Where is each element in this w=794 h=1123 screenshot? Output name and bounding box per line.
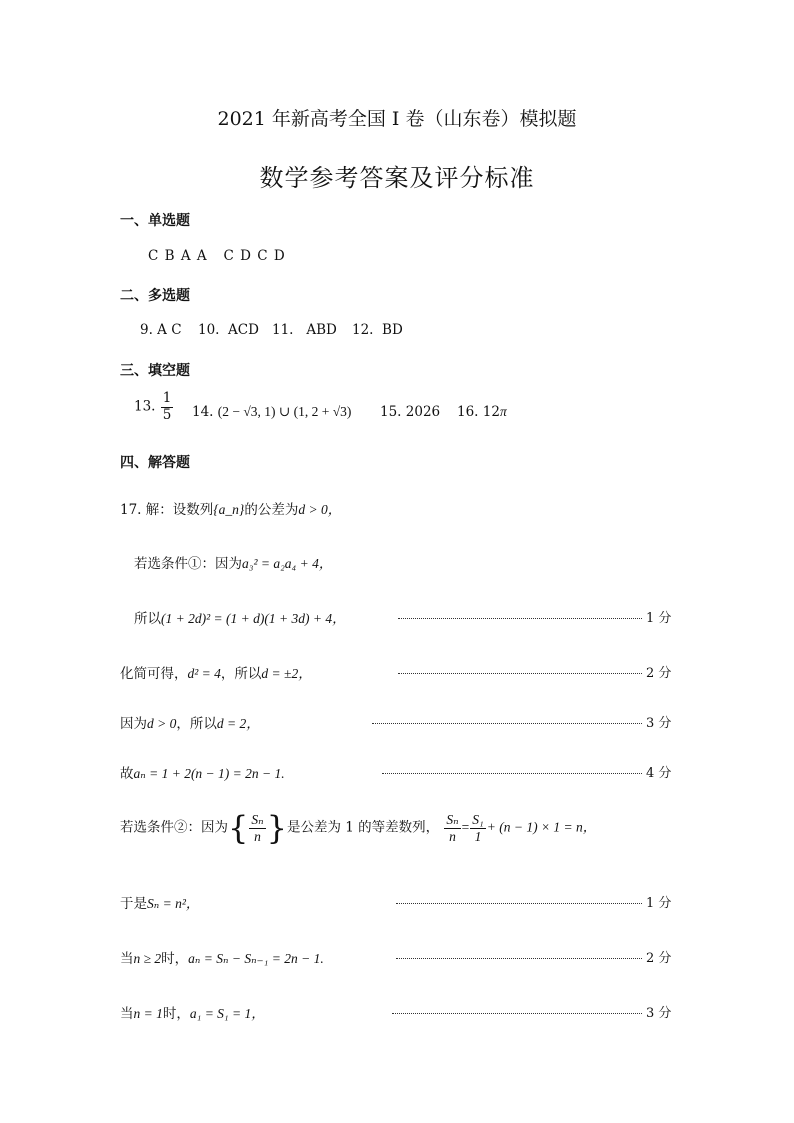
step-sum-line bbox=[120, 892, 199, 912]
answer-q15: 15. 2026 bbox=[380, 404, 441, 420]
score-mark: 4 分 bbox=[646, 766, 672, 781]
step-n-eq-1-prefix: 当 bbox=[120, 1006, 134, 1022]
score-mark: 3 分 bbox=[646, 716, 672, 731]
q14-expression: (2 − √3, 1) ∪ (1, 2 + √3) bbox=[217, 404, 352, 419]
step-n-eq-1-mid: 时， bbox=[162, 1006, 190, 1022]
fraction-numerator: Sₙ bbox=[251, 812, 264, 827]
pi-symbol: π bbox=[499, 404, 507, 419]
fraction-numerator: Sₙ bbox=[446, 812, 459, 827]
step-since-prefix: 因为 bbox=[120, 716, 147, 732]
solution-17-intro bbox=[120, 498, 341, 518]
step-conclusion-prefix: 故 bbox=[120, 766, 134, 782]
answer-q10: 10. ACD bbox=[198, 322, 259, 338]
condition-1-line bbox=[134, 552, 332, 572]
dot-leader bbox=[398, 606, 642, 619]
answer-q9: 9. A C bbox=[140, 322, 182, 338]
step-n-eq-1-line bbox=[120, 1002, 265, 1022]
dot-leader bbox=[382, 761, 642, 774]
step-since-condition: d > 0 bbox=[147, 716, 177, 731]
answer-q14 bbox=[192, 404, 351, 420]
section-heading-solutions: 四、解答题 bbox=[120, 455, 190, 471]
sequence-symbol: {a_n} bbox=[213, 502, 245, 517]
step-simplify-result: d = ±2， bbox=[261, 666, 312, 681]
fraction-denominator: n bbox=[449, 828, 456, 844]
answer-q16 bbox=[457, 404, 507, 420]
step-simplify-prefix: 化简可得， bbox=[120, 666, 188, 682]
intro-mid: 的公差为 bbox=[244, 502, 299, 518]
step-simplify-equation: d² = 4 bbox=[187, 666, 221, 681]
condition-2-mid: 是公差为 1 的等差数列， bbox=[286, 819, 440, 836]
step-expand-equation: (1 + 2d)² = (1 + d)(1 + 3d) + 4， bbox=[161, 611, 346, 626]
condition-1-prefix: 若选条件①：因为 bbox=[134, 556, 242, 572]
sn-over-n-fraction bbox=[444, 813, 460, 843]
dot-leader bbox=[396, 946, 642, 959]
step-n-ge-2-mid: 时， bbox=[161, 951, 189, 967]
fraction-numerator: S₁ bbox=[472, 812, 484, 827]
condition-2-line bbox=[120, 809, 597, 847]
s1-over-1-fraction bbox=[470, 813, 485, 843]
intro-label: 17. 解：设数列 bbox=[120, 502, 214, 518]
score-mark: 3 分 bbox=[646, 1006, 672, 1021]
intro-condition: d > 0， bbox=[298, 502, 342, 517]
step-simplify-mid: ，所以 bbox=[220, 666, 262, 682]
answer-q12: 12. BD bbox=[352, 322, 403, 338]
right-brace-icon: } bbox=[266, 809, 287, 847]
dot-leader bbox=[392, 1001, 642, 1014]
step-sum-equation: Sₙ = n²， bbox=[147, 896, 200, 911]
answer-q13 bbox=[134, 392, 174, 422]
step-sum-prefix: 于是 bbox=[120, 896, 147, 912]
q13-label: 13. bbox=[134, 398, 156, 415]
score-mark: 2 分 bbox=[646, 666, 672, 681]
answer-q11: 11. ABD bbox=[272, 322, 337, 338]
step-simplify-line bbox=[120, 662, 312, 682]
condition-2-prefix: 若选条件②：因为 bbox=[120, 819, 228, 836]
step-since-mid: ，所以 bbox=[176, 716, 217, 732]
step-since-result: d = 2， bbox=[216, 716, 260, 731]
score-mark: 1 分 bbox=[646, 611, 672, 626]
section-heading-single-choice: 一、单选题 bbox=[120, 213, 190, 229]
step-since-line bbox=[120, 712, 260, 732]
single-choice-answers: C B A A C D C D bbox=[148, 248, 286, 264]
step-n-ge-2-line bbox=[120, 947, 324, 967]
step-n-ge-2-prefix: 当 bbox=[120, 951, 134, 967]
score-mark: 2 分 bbox=[646, 951, 672, 966]
step-conclusion-line bbox=[120, 762, 285, 782]
left-brace-icon: { bbox=[228, 809, 249, 847]
sn-over-n-fraction bbox=[249, 813, 265, 843]
step-n-eq-1-condition: n = 1 bbox=[133, 1006, 163, 1021]
step-expand-line bbox=[134, 607, 346, 627]
equals-sign: = bbox=[461, 819, 470, 835]
dot-leader bbox=[396, 891, 642, 904]
step-n-ge-2-condition: n ≥ 2 bbox=[133, 951, 162, 966]
section-heading-multi-choice: 二、多选题 bbox=[120, 288, 190, 304]
step-conclusion-equation: aₙ = 1 + 2(n − 1) = 2n − 1. bbox=[133, 766, 285, 781]
condition-2-equation-tail: + (n − 1) × 1 = n， bbox=[486, 819, 597, 835]
q14-label: 14. bbox=[192, 404, 214, 420]
condition-1-equation: a₃² = a₂a₄ + 4， bbox=[242, 556, 333, 571]
q13-numerator: 1 bbox=[162, 390, 172, 406]
step-n-ge-2-equation: aₙ = Sₙ − Sₙ₋₁ = 2n − 1. bbox=[188, 951, 324, 966]
fraction-denominator: n bbox=[254, 828, 261, 844]
q13-fraction bbox=[161, 392, 174, 422]
section-heading-fill-blank: 三、填空题 bbox=[120, 363, 190, 379]
step-expand-prefix: 所以 bbox=[134, 611, 161, 627]
score-mark: 1 分 bbox=[646, 896, 672, 911]
q16-label: 16. 12 bbox=[457, 404, 500, 420]
fraction-denominator: 1 bbox=[474, 828, 482, 844]
document-title: 2021 年新高考全国 I 卷（山东卷）模拟题 bbox=[217, 108, 577, 130]
dot-leader bbox=[398, 661, 642, 674]
q13-denominator: 5 bbox=[162, 406, 172, 423]
document-subtitle: 数学参考答案及评分标准 bbox=[259, 164, 535, 192]
dot-leader bbox=[372, 711, 642, 724]
step-n-eq-1-equation: a₁ = S₁ = 1， bbox=[189, 1006, 265, 1021]
